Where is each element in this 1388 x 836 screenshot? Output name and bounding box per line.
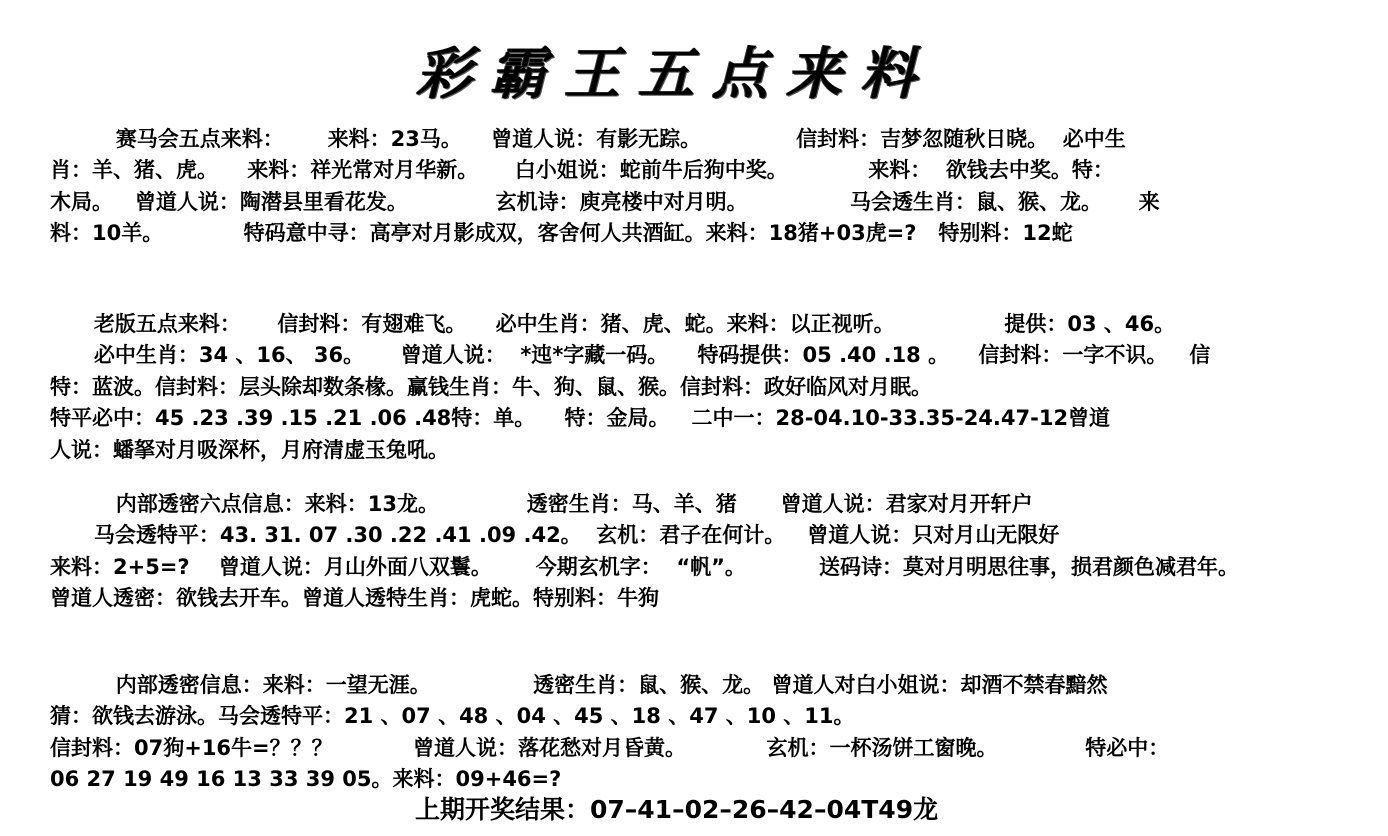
text-line: 老版五点来料： 信封料：有翅难飞。 必中生肖：猪、虎、蛇。来料：以正视听。 提供：03 、46。 bbox=[50, 312, 1176, 336]
text-line: 信封料：07狗+16牛=？？？ 曾道人说：落花愁对月昏黄。 玄机：一杯汤饼工窗晚。 特必中： bbox=[50, 736, 1170, 760]
text-line: 料：10羊。 特码意中寻：高亭对月影成双，客舍何人共酒缸。来料：18猪+03虎=? 特别料：12蛇 bbox=[50, 221, 1073, 245]
text-line: 人说：蟠拏对月吸深杯，月府清虚玉兔吼。 bbox=[50, 438, 449, 462]
text-line: 特平必中：45 .23 .39 .15 .21 .06 .48特：单。 特：金局。 二中一：28-04.10-33.35-24.47-12曾道 bbox=[50, 406, 1111, 430]
text-line: 赛马会五点来料： 来料：23马。 曾道人说：有影无踪。 信封料：吉梦忽随秋日晓。 必中生 bbox=[50, 127, 1126, 151]
text-line: 马会透特平：43. 31. 07 .30 .22 .41 .09 .42。 玄机：君子在何计。 曾道人说：只对月山无限好 bbox=[50, 523, 1060, 547]
text-line: 来料：2+5=? 曾道人说：月山外面八双鬟。 今期玄机字： “帆”。 送码诗：莫对月明思往事，损君颜色减君年。 bbox=[50, 555, 1240, 579]
text-line: 木局。 曾道人说：陶潜县里看花发。 玄机诗：庾亮楼中对月明。 马会透生肖：鼠、猴、龙。 来 bbox=[50, 190, 1160, 214]
text-line: 06 27 19 49 16 13 33 39 05。来料：09+46=? bbox=[50, 767, 562, 791]
text-line: 肖：羊、猪、虎。 来料：祥光常对月华新。 白小姐说：蛇前牛后狗中奖。 来料： 欲钱去中奖。特： bbox=[50, 158, 1114, 182]
text-line: 特：蓝波。信封料：层头除却数条椽。赢钱生肖：牛、狗、鼠、猴。信封料：政好临风对月眠。 bbox=[50, 375, 932, 399]
last-draw-result: 上期开奖结果：07–41–02–26–42–04T49龙 bbox=[415, 795, 939, 824]
text-line: 内部透密六点信息：来料：13龙。 透密生肖：马、羊、猪 曾道人说：君家对月开轩户 bbox=[50, 492, 1033, 516]
text-line: 必中生肖：34 、16、 36。 曾道人说： *迍*字藏一码。 特码提供：05 .40 .18 。 信封料：一字不识。 信 bbox=[50, 343, 1211, 367]
text-line: 猜：欲钱去游泳。马会透特平：21 、07 、48 、04 、45 、18 、47 、10 、11。 bbox=[50, 704, 855, 728]
page-title: 彩霸王五点来料 bbox=[416, 41, 934, 107]
text-line: 内部透密信息：来料：一望无涯。 透密生肖：鼠、猴、龙。 曾道人对白小姐说：却酒不禁春黯然 bbox=[50, 673, 1108, 697]
text-line: 曾道人透密：欲钱去开车。曾道人透特生肖：虎蛇。特别料：牛狗 bbox=[50, 586, 659, 610]
